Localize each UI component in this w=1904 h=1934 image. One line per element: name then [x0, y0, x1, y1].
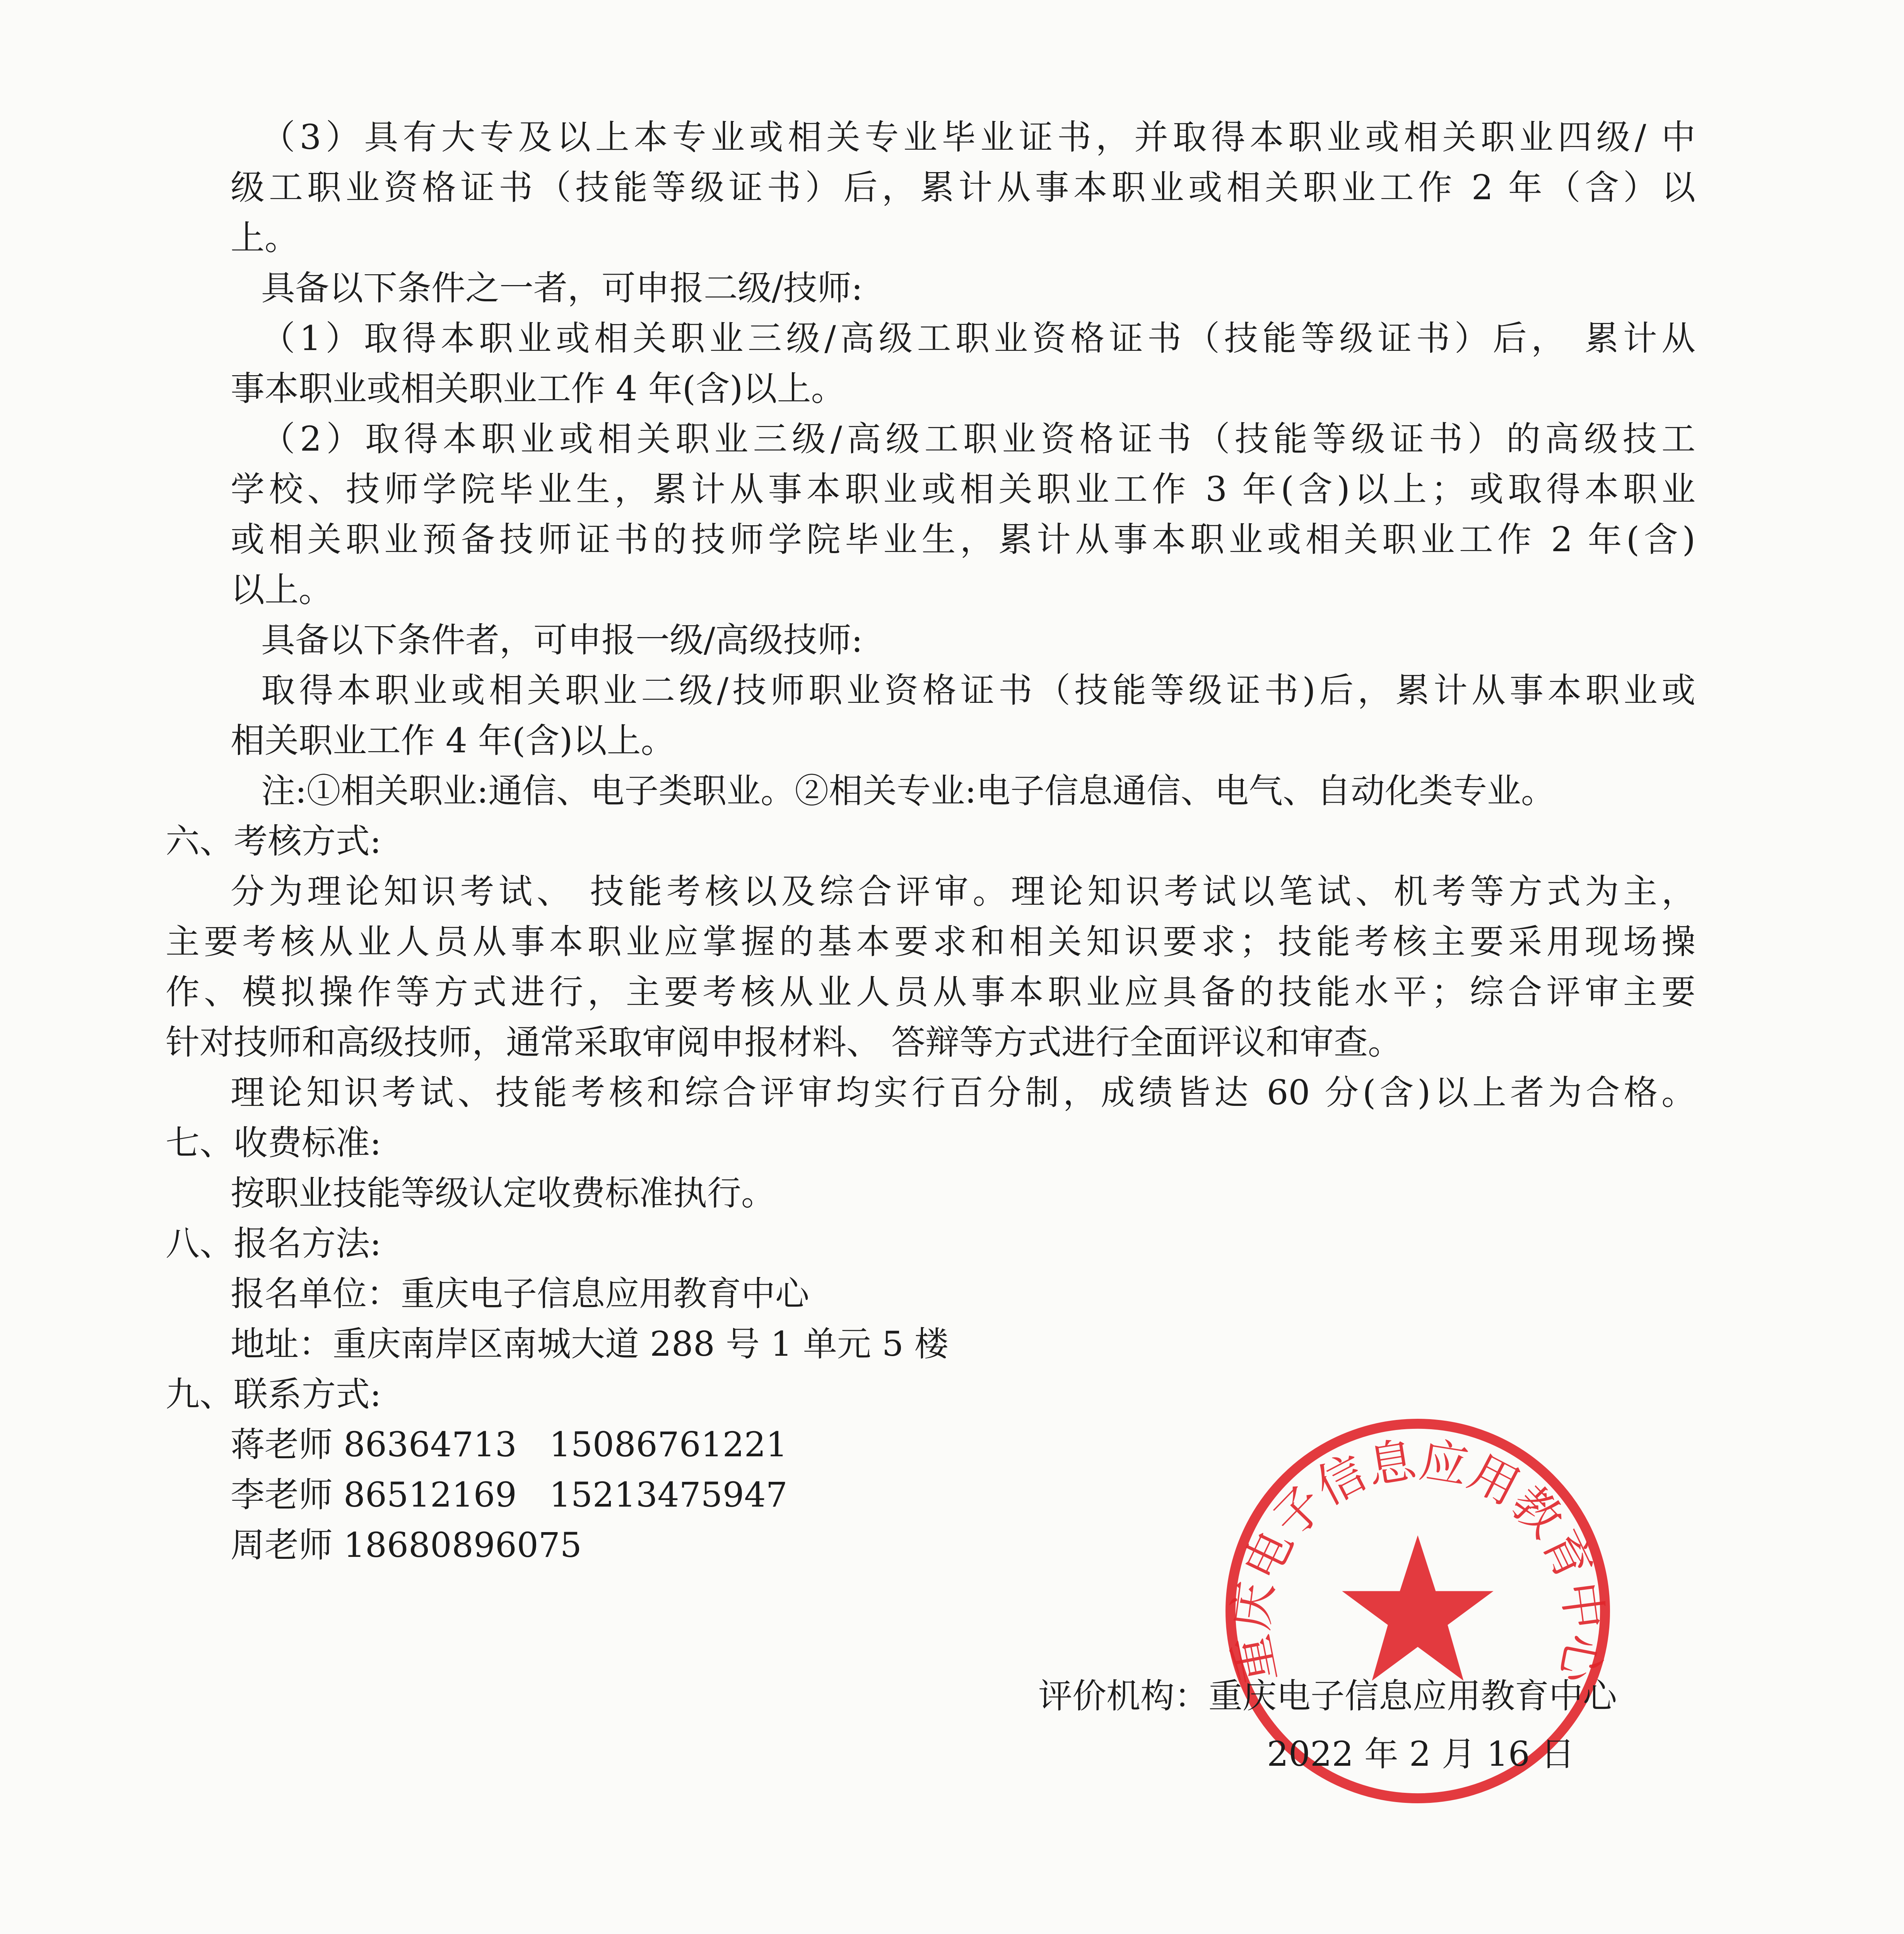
contact-name: 周老师	[231, 1525, 333, 1565]
paragraph-line: 事本职业或相关职业工作 4 年(含)以上。	[231, 369, 845, 408]
paragraph-line: 具备以下条件者，可申报一级/高级技师:	[261, 620, 863, 660]
paragraph-line: 取得本职业或相关职业二级/技师职业资格证书（技能等级证书)后，累计从事本职业或	[261, 670, 1695, 710]
paragraph-line: 或相关职业预备技师证书的技师学院毕业生，累计从事本职业或相关职业工作 2 年(含)	[231, 519, 1695, 559]
signature-date: 2022 年 2 月 16 日	[1267, 1734, 1575, 1774]
section-heading: 七、收费标准:	[166, 1123, 381, 1163]
contact-phone: 86512169	[344, 1475, 517, 1515]
contact-mobile: 15213475947	[549, 1475, 788, 1515]
paragraph-line: 具备以下条件之一者，可申报二级/技师:	[261, 268, 863, 308]
section-heading: 九、联系方式:	[166, 1374, 381, 1414]
contact-phone: 18680896075	[344, 1525, 582, 1565]
paragraph-line: 分为理论知识考试、 技能考核以及综合评审。理论知识考试以笔试、机考等方式为主，	[231, 871, 1695, 911]
contact-phone: 86364713	[344, 1425, 517, 1464]
contact-row	[231, 1423, 788, 1466]
paragraph-line: 作、模拟操作等方式进行，主要考核从业人员从事本职业应具备的技能水平；综合评审主要	[166, 972, 1695, 1012]
section-heading: 六、考核方式:	[166, 821, 381, 861]
svg-text:重庆电子信息应用教育中心: 重庆电子信息应用教育中心	[1222, 1432, 1613, 1688]
note-line: 注:①相关职业:通信、电子类职业。②相关专业:电子信息通信、电气、自动化类专业。	[261, 771, 1555, 811]
paragraph-line: 上。	[231, 218, 299, 258]
paragraph-line: 相关职业工作 4 年(含)以上。	[231, 721, 675, 760]
contact-name: 李老师	[231, 1475, 333, 1515]
paragraph-line: 按职业技能等级认定收费标准执行。	[231, 1173, 776, 1213]
paragraph-line: 针对技师和高级技师，通常采取审阅申报材料、 答辩等方式进行全面评议和审查。	[166, 1022, 1402, 1062]
contact-row	[231, 1524, 582, 1567]
registration-unit: 报名单位：重庆电子信息应用教育中心	[231, 1274, 810, 1314]
paragraph-line: 以上。	[231, 570, 333, 610]
star-icon	[1342, 1535, 1493, 1681]
paragraph-line: （2）取得本职业或相关职业三级/高级工职业资格证书（技能等级证书）的高级技工	[261, 419, 1695, 459]
paragraph-line: （3）具有大专及以上本专业或相关专业毕业证书，并取得本职业或相关职业四级/ 中	[261, 117, 1695, 157]
section-heading: 八、报名方法:	[166, 1223, 381, 1263]
paragraph-line: （1）取得本职业或相关职业三级/高级工职业资格证书（技能等级证书）后， 累计从	[261, 318, 1695, 358]
paragraph-line: 级工职业资格证书（技能等级证书）后，累计从事本职业或相关职业工作 2 年（含）以	[231, 167, 1695, 207]
contact-mobile: 15086761221	[549, 1425, 788, 1464]
contact-row	[231, 1474, 788, 1516]
address: 地址：重庆南岸区南城大道 288 号 1 单元 5 楼	[231, 1324, 949, 1364]
contact-name: 蒋老师	[231, 1425, 333, 1464]
paragraph-line: 主要考核从业人员从事本职业应掌握的基本要求和相关知识要求；技能考核主要采用现场操	[166, 922, 1695, 962]
paragraph-line: 学校、技师学院毕业生，累计从事本职业或相关职业工作 3 年(含)以上；或取得本职业	[231, 469, 1695, 509]
evaluating-organization: 评价机构：重庆电子信息应用教育中心	[1038, 1676, 1617, 1716]
paragraph-line: 理论知识考试、技能考核和综合评审均实行百分制，成绩皆达 60 分(含)以上者为合格。	[231, 1073, 1695, 1112]
